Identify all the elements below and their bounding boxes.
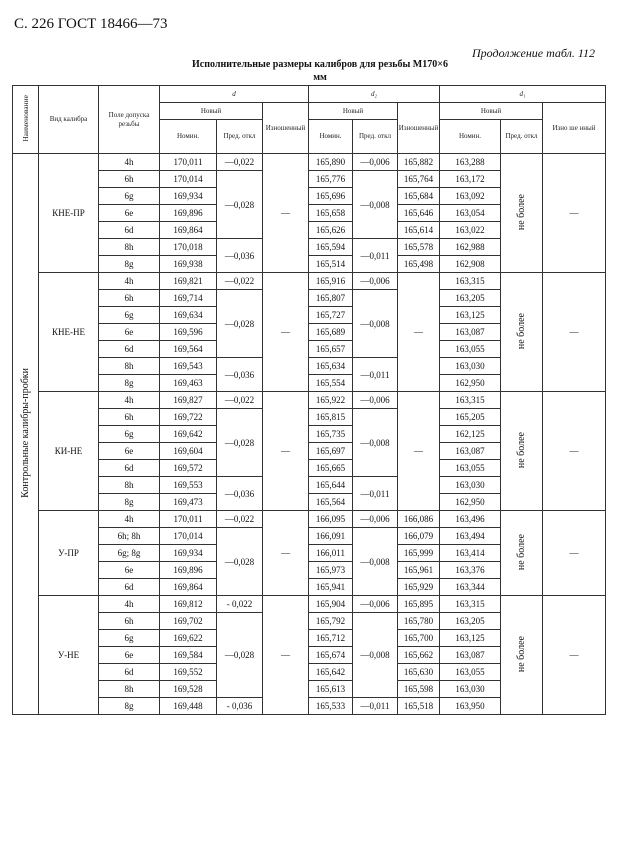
d2-nominal: 165,665 <box>309 460 353 477</box>
d1-worn: — <box>543 154 606 273</box>
d-nominal: 170,018 <box>160 239 217 256</box>
d-nominal: 169,864 <box>160 579 217 596</box>
tolerance-cell: 4h <box>99 511 160 528</box>
d1-nominal: 163,054 <box>440 205 501 222</box>
d-nominal: 169,722 <box>160 409 217 426</box>
d-nominal: 170,014 <box>160 171 217 188</box>
d2-worn: 165,498 <box>398 256 440 273</box>
d2-nominal: 166,095 <box>309 511 353 528</box>
tolerance-cell: 6d <box>99 664 160 681</box>
d1-worn: — <box>543 596 606 715</box>
tolerance-cell: 6e <box>99 647 160 664</box>
d2-worn: 165,764 <box>398 171 440 188</box>
d1-nominal: 163,030 <box>440 477 501 494</box>
d1-nominal: 165,205 <box>440 409 501 426</box>
gauge-kind: КИ-НЕ <box>39 392 99 511</box>
d2-nominal: 165,689 <box>309 324 353 341</box>
continuation-note: Продолжение табл. 112 <box>471 46 595 60</box>
d-deviation: —0,028 <box>217 409 263 477</box>
d1-nominal: 162,988 <box>440 239 501 256</box>
header-d1: d₁ <box>440 86 606 103</box>
d1-nominal: 163,172 <box>440 171 501 188</box>
d1-nominal: 163,315 <box>440 273 501 290</box>
d2-nominal: 165,727 <box>309 307 353 324</box>
header-d1-deviation: Пред. откл <box>501 120 543 154</box>
d-worn: — <box>263 154 309 273</box>
d2-deviation: —0,008 <box>353 528 398 596</box>
d-nominal: 169,596 <box>160 324 217 341</box>
d-nominal: 169,604 <box>160 443 217 460</box>
tolerance-cell: 6h <box>99 613 160 630</box>
d1-nominal: 163,205 <box>440 613 501 630</box>
d1-nominal: 163,315 <box>440 392 501 409</box>
d2-worn: 166,079 <box>398 528 440 545</box>
tolerance-cell: 4h <box>99 154 160 171</box>
d2-nominal: 165,644 <box>309 477 353 494</box>
d2-deviation: —0,006 <box>353 154 398 171</box>
d1-nominal: 163,087 <box>440 443 501 460</box>
d-deviation: —0,028 <box>217 171 263 239</box>
header-d-new: Новый <box>160 103 263 120</box>
table-title-units: мм <box>313 72 327 83</box>
d1-nominal: 163,315 <box>440 596 501 613</box>
tolerance-cell: 6g; 8g <box>99 545 160 562</box>
d1-nominal: 163,494 <box>440 528 501 545</box>
d2-worn: 165,895 <box>398 596 440 613</box>
d2-nominal: 165,658 <box>309 205 353 222</box>
d2-worn: 165,578 <box>398 239 440 256</box>
gauge-kind: У-ПР <box>39 511 99 596</box>
header-name: Наименование <box>13 86 39 154</box>
d-nominal: 169,528 <box>160 681 217 698</box>
d2-nominal: 165,514 <box>309 256 353 273</box>
d2-worn: — <box>398 392 440 511</box>
page-header: С. 226 ГОСТ 18466—73 <box>14 16 168 32</box>
d-nominal: 169,812 <box>160 596 217 613</box>
d2-worn: 165,614 <box>398 222 440 239</box>
d2-worn: 165,700 <box>398 630 440 647</box>
d-deviation: —0,022 <box>217 392 263 409</box>
d2-nominal: 166,011 <box>309 545 353 562</box>
d2-worn: 165,518 <box>398 698 440 715</box>
d2-nominal: 165,594 <box>309 239 353 256</box>
d1-deviation: не более <box>501 596 543 715</box>
d-nominal: 169,714 <box>160 290 217 307</box>
d1-nominal: 163,376 <box>440 562 501 579</box>
d1-nominal: 163,055 <box>440 460 501 477</box>
d2-worn: 165,929 <box>398 579 440 596</box>
d-nominal: 170,014 <box>160 528 217 545</box>
d-nominal: 169,552 <box>160 664 217 681</box>
d1-nominal: 163,092 <box>440 188 501 205</box>
d2-worn: 166,086 <box>398 511 440 528</box>
d1-nominal: 163,087 <box>440 647 501 664</box>
gauge-kind: КНЕ-ПР <box>39 154 99 273</box>
header-d-deviation: Пред. откл <box>217 120 263 154</box>
tolerance-cell: 6g <box>99 307 160 324</box>
d1-nominal: 163,055 <box>440 664 501 681</box>
d2-deviation: —0,008 <box>353 409 398 477</box>
d-deviation: - 0,036 <box>217 698 263 715</box>
d1-nominal: 163,055 <box>440 341 501 358</box>
d2-nominal: 165,626 <box>309 222 353 239</box>
d1-nominal: 163,087 <box>440 324 501 341</box>
header-tolerance: Поле допуска резьбы <box>99 86 160 154</box>
d-worn: — <box>263 596 309 715</box>
d-nominal: 169,642 <box>160 426 217 443</box>
d2-nominal: 165,642 <box>309 664 353 681</box>
tolerance-cell: 8h <box>99 239 160 256</box>
d2-nominal: 165,792 <box>309 613 353 630</box>
d1-deviation: не более <box>501 273 543 392</box>
d2-nominal: 165,674 <box>309 647 353 664</box>
tolerance-cell: 6d <box>99 222 160 239</box>
tolerance-cell: 8g <box>99 698 160 715</box>
tolerance-cell: 6d <box>99 579 160 596</box>
d-nominal: 169,896 <box>160 205 217 222</box>
header-gauge-type: Вид калибра <box>39 86 99 154</box>
d2-worn: 165,882 <box>398 154 440 171</box>
tolerance-cell: 4h <box>99 392 160 409</box>
d2-nominal: 165,922 <box>309 392 353 409</box>
d2-deviation: —0,006 <box>353 511 398 528</box>
d-deviation: —0,022 <box>217 511 263 528</box>
d2-nominal: 165,904 <box>309 596 353 613</box>
table-title <box>150 58 490 84</box>
d2-deviation: —0,006 <box>353 273 398 290</box>
d1-deviation: не более <box>501 154 543 273</box>
d2-deviation: —0,011 <box>353 358 398 392</box>
d-nominal: 169,938 <box>160 256 217 273</box>
tolerance-cell: 6g <box>99 188 160 205</box>
tolerance-cell: 6h <box>99 171 160 188</box>
d2-nominal: 165,564 <box>309 494 353 511</box>
header-d-worn: Изношенный <box>263 103 309 154</box>
d2-deviation: —0,008 <box>353 171 398 239</box>
d-worn: — <box>263 273 309 392</box>
d-nominal: 170,011 <box>160 511 217 528</box>
group-label-cell <box>13 154 39 715</box>
d1-nominal: 163,288 <box>440 154 501 171</box>
d1-nominal: 163,022 <box>440 222 501 239</box>
d2-nominal: 165,696 <box>309 188 353 205</box>
d-nominal: 169,821 <box>160 273 217 290</box>
tolerance-cell: 6e <box>99 324 160 341</box>
d1-nominal: 163,414 <box>440 545 501 562</box>
d2-worn: 165,961 <box>398 562 440 579</box>
d-nominal: 169,827 <box>160 392 217 409</box>
d2-nominal: 165,916 <box>309 273 353 290</box>
d1-nominal: 163,950 <box>440 698 501 715</box>
tolerance-cell: 6h <box>99 290 160 307</box>
d2-nominal: 165,712 <box>309 630 353 647</box>
d1-nominal: 162,908 <box>440 256 501 273</box>
d2-worn: 165,684 <box>398 188 440 205</box>
header-d2-new: Новый <box>309 103 398 120</box>
d-nominal: 169,702 <box>160 613 217 630</box>
tolerance-cell: 6e <box>99 562 160 579</box>
d-nominal: 169,448 <box>160 698 217 715</box>
d1-nominal: 162,125 <box>440 426 501 443</box>
header-d2-nominal: Номин. <box>309 120 353 154</box>
tolerance-cell: 6e <box>99 443 160 460</box>
d2-worn: 165,630 <box>398 664 440 681</box>
d-nominal: 169,463 <box>160 375 217 392</box>
tolerance-cell: 6g <box>99 426 160 443</box>
tolerance-cell: 8h <box>99 477 160 494</box>
gauge-kind: КНЕ-НЕ <box>39 273 99 392</box>
d1-worn: — <box>543 511 606 596</box>
d2-nominal: 165,634 <box>309 358 353 375</box>
header-d1-new: Новый <box>440 103 543 120</box>
d2-nominal: 165,613 <box>309 681 353 698</box>
d2-worn: 165,598 <box>398 681 440 698</box>
d-nominal: 169,543 <box>160 358 217 375</box>
d2-nominal: 165,807 <box>309 290 353 307</box>
d2-nominal: 165,776 <box>309 171 353 188</box>
d2-nominal: 165,890 <box>309 154 353 171</box>
d2-deviation: —0,008 <box>353 290 398 358</box>
d1-worn: — <box>543 273 606 392</box>
d1-nominal: 163,344 <box>440 579 501 596</box>
tolerance-cell: 8g <box>99 375 160 392</box>
d2-deviation: —0,011 <box>353 477 398 511</box>
header-d2-deviation: Пред. откл <box>353 120 398 154</box>
d2-worn: 165,662 <box>398 647 440 664</box>
tolerance-cell: 4h <box>99 596 160 613</box>
d1-worn: — <box>543 392 606 511</box>
d2-worn: 165,999 <box>398 545 440 562</box>
tolerance-cell: 6h; 8h <box>99 528 160 545</box>
d2-nominal: 165,533 <box>309 698 353 715</box>
tolerance-cell: 6d <box>99 460 160 477</box>
tolerance-cell: 8g <box>99 494 160 511</box>
d-nominal: 169,572 <box>160 460 217 477</box>
d2-worn: — <box>398 273 440 392</box>
tolerance-cell: 6e <box>99 205 160 222</box>
header-d2-worn: Изношенный <box>398 103 440 154</box>
d1-deviation: не более <box>501 392 543 511</box>
d2-deviation: —0,006 <box>353 596 398 613</box>
tolerance-cell: 8g <box>99 256 160 273</box>
d-deviation: —0,036 <box>217 239 263 273</box>
d2-nominal: 165,973 <box>309 562 353 579</box>
dimensions-table <box>12 85 606 715</box>
tolerance-cell: 6h <box>99 409 160 426</box>
tolerance-cell: 8h <box>99 681 160 698</box>
d1-nominal: 163,205 <box>440 290 501 307</box>
d-nominal: 169,564 <box>160 341 217 358</box>
d-deviation: - 0,022 <box>217 596 263 613</box>
group-label: Контрольные калибры-пробки <box>20 368 31 498</box>
d2-nominal: 165,815 <box>309 409 353 426</box>
d2-worn: 165,646 <box>398 205 440 222</box>
d-nominal: 169,934 <box>160 188 217 205</box>
d2-deviation: —0,011 <box>353 698 398 715</box>
d2-nominal: 165,554 <box>309 375 353 392</box>
d1-nominal: 163,125 <box>440 307 501 324</box>
tolerance-cell: 6d <box>99 341 160 358</box>
d-deviation: —0,028 <box>217 528 263 596</box>
d2-nominal: 165,697 <box>309 443 353 460</box>
table-title-line1: Исполнительные размеры калибров для резьбы М170×6 <box>192 59 448 70</box>
d1-nominal: 162,950 <box>440 375 501 392</box>
gauge-kind: У-НЕ <box>39 596 99 715</box>
d-nominal: 169,584 <box>160 647 217 664</box>
d-worn: — <box>263 511 309 596</box>
d2-worn: 165,780 <box>398 613 440 630</box>
d-nominal: 169,553 <box>160 477 217 494</box>
d-nominal: 169,934 <box>160 545 217 562</box>
d-nominal: 169,622 <box>160 630 217 647</box>
d2-deviation: —0,008 <box>353 613 398 698</box>
d-worn: — <box>263 392 309 511</box>
d2-deviation: —0,011 <box>353 239 398 273</box>
d1-nominal: 163,496 <box>440 511 501 528</box>
d2-nominal: 166,091 <box>309 528 353 545</box>
header-d2: d₂ <box>309 86 440 103</box>
tolerance-cell: 6g <box>99 630 160 647</box>
d1-nominal: 163,030 <box>440 681 501 698</box>
d2-nominal: 165,657 <box>309 341 353 358</box>
d-nominal: 170,011 <box>160 154 217 171</box>
d2-deviation: —0,006 <box>353 392 398 409</box>
header-d: d <box>160 86 309 103</box>
tolerance-cell: 4h <box>99 273 160 290</box>
d1-deviation: не более <box>501 511 543 596</box>
d-nominal: 169,864 <box>160 222 217 239</box>
d1-nominal: 163,030 <box>440 358 501 375</box>
d2-nominal: 165,941 <box>309 579 353 596</box>
tolerance-cell: 8h <box>99 358 160 375</box>
d-nominal: 169,634 <box>160 307 217 324</box>
d-deviation: —0,028 <box>217 613 263 698</box>
d-deviation: —0,036 <box>217 358 263 392</box>
d-nominal: 169,896 <box>160 562 217 579</box>
header-d-nominal: Номин. <box>160 120 217 154</box>
header-d1-worn: Изно ше нный <box>543 103 606 154</box>
d1-nominal: 163,125 <box>440 630 501 647</box>
d-nominal: 169,473 <box>160 494 217 511</box>
d-deviation: —0,022 <box>217 273 263 290</box>
d-deviation: —0,022 <box>217 154 263 171</box>
header-d1-nominal: Номин. <box>440 120 501 154</box>
d-deviation: —0,036 <box>217 477 263 511</box>
d-deviation: —0,028 <box>217 290 263 358</box>
d1-nominal: 162,950 <box>440 494 501 511</box>
d2-nominal: 165,735 <box>309 426 353 443</box>
